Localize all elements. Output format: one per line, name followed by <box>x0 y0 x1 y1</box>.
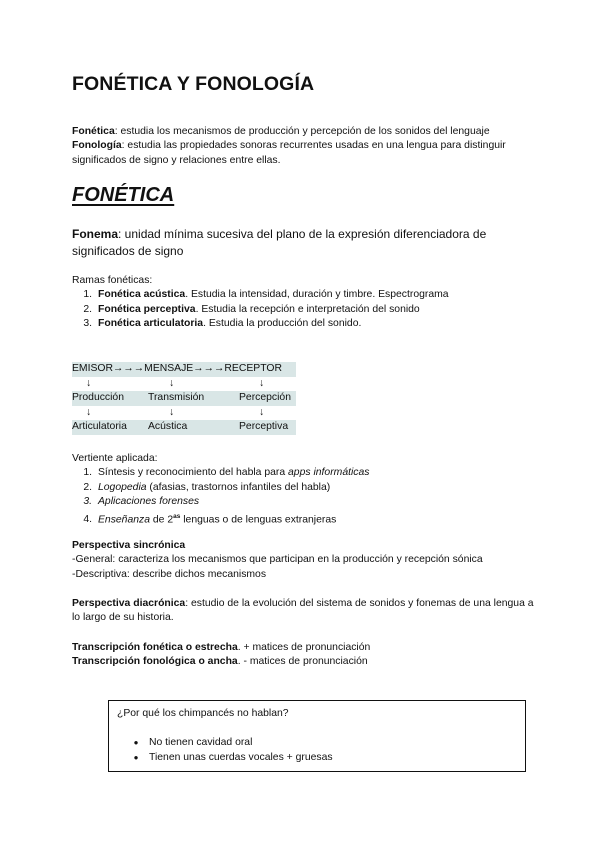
diagram-cell: Articulatoria <box>72 421 127 433</box>
diagram-row-chain <box>72 362 296 377</box>
list-emphasis: Aplicaciones forenses <box>98 496 200 508</box>
list-text: (afasias, trastornos infantiles del habla) <box>146 481 331 493</box>
list-item <box>72 303 542 317</box>
list-item <box>72 466 542 480</box>
ramas-block <box>72 274 542 332</box>
diacronica-term: Perspectiva diacrónica <box>72 598 186 609</box>
sincronica-block <box>72 539 552 582</box>
diagram-cell: Percepción <box>239 392 291 404</box>
diagram-cell: Acústica <box>148 421 188 433</box>
down-arrow-icon: ↓ <box>259 377 265 389</box>
bullet-icon: ● <box>133 738 139 747</box>
diagram-row-branches <box>72 420 296 435</box>
list-term: Fonética articulatoria <box>98 318 204 330</box>
list-item <box>72 288 542 302</box>
list-number: 1. <box>83 467 92 479</box>
fonetica-term: Fonética <box>72 126 115 137</box>
fonetica-def: : estudia los mecanismos de producción y percepción de los sonidos del lenguaje <box>114 126 490 137</box>
sincronica-general: -General: caracteriza los mecanismos que participan en la producción y recepción sónica <box>72 554 483 566</box>
list-emphasis: Logopedia <box>98 481 147 493</box>
page-title: FONÉTICA Y FONOLOGÍA <box>72 73 315 95</box>
diagram-row-arrows <box>72 377 296 392</box>
diagram-cell: Producción <box>72 392 124 404</box>
fonetica-definition <box>72 125 542 139</box>
down-arrow-icon: ↓ <box>86 406 92 418</box>
list-number: 3. <box>83 496 92 508</box>
list-text: . Estudia la producción del sonido. <box>203 318 362 330</box>
list-number: 2. <box>83 303 92 315</box>
list-item <box>72 481 542 495</box>
communication-diagram <box>72 362 296 435</box>
fonema-term: Fonema <box>72 227 119 241</box>
down-arrow-icon: ↓ <box>169 406 175 418</box>
list-item <box>72 495 542 509</box>
list-term: Fonética acústica <box>98 289 186 301</box>
section-heading-fonetica: FONÉTICA <box>72 184 175 206</box>
list-number: 2. <box>83 481 92 493</box>
diagram-row-processes <box>72 391 296 406</box>
transcripcion-text: . - matices de pronunciación <box>237 656 368 668</box>
list-number: 3. <box>83 318 92 330</box>
sincronica-heading: Perspectiva sincrónica <box>72 540 186 551</box>
list-item <box>72 317 542 331</box>
down-arrow-icon: ↓ <box>86 377 92 389</box>
list-text: . Estudia la intensidad, duración y timbre. Espectrograma <box>185 289 449 301</box>
list-item <box>123 751 333 765</box>
vertiente-block <box>72 452 542 528</box>
list-text: de 2 <box>150 514 174 526</box>
ramas-list <box>72 288 542 331</box>
sincronica-descriptiva: -Descriptiva: describe dichos mecanismos <box>72 568 267 580</box>
ramas-label: Ramas fonéticas: <box>72 275 153 286</box>
list-text: Síntesis y reconocimiento del habla para <box>98 467 289 479</box>
list-item <box>72 510 542 528</box>
transcripcion-block <box>72 641 542 670</box>
superscript: as <box>173 512 181 520</box>
down-arrow-icon: ↓ <box>169 377 175 389</box>
diagram-row-arrows <box>72 406 296 421</box>
fonologia-definition <box>72 139 542 168</box>
list-term: Fonética perceptiva <box>98 303 196 315</box>
fonologia-term: Fonología <box>72 140 122 152</box>
intro-block <box>72 125 542 168</box>
fonema-def: : unidad mínima sucesiva del plano de la expresión diferenciadora de significados de signo <box>72 227 487 258</box>
fonema-definition <box>72 226 512 260</box>
list-number: 1. <box>83 289 92 301</box>
down-arrow-icon: ↓ <box>259 406 265 418</box>
transcripcion-fonologica <box>72 655 542 669</box>
diacronica-block <box>72 597 534 626</box>
diacronica-def: : estudio de la evolución del sistema de sonidos y fonemas de una lengua a lo largo de su historia. <box>72 598 534 624</box>
diagram-chain: EMISOR→→→MENSAJE→→→RECEPTOR <box>72 363 282 374</box>
question-box <box>108 700 526 772</box>
list-number: 4. <box>83 514 92 526</box>
transcripcion-term: Transcripción fonética o estrecha <box>72 642 238 653</box>
box-item: No tienen cavidad oral <box>149 737 253 748</box>
list-emphasis: Enseñanza <box>98 514 150 526</box>
transcripcion-fonetica <box>72 641 542 655</box>
list-item <box>123 736 252 750</box>
transcripcion-term: Transcripción fonológica o ancha <box>72 656 238 668</box>
list-emphasis: apps informáticas <box>288 467 370 479</box>
list-text: lenguas o de lenguas extranjeras <box>180 514 337 526</box>
diagram-cell: Transmisión <box>148 392 205 404</box>
fonologia-def: : estudia las propiedades sonoras recurrentes usadas en una lengua para distinguir significados de signo y relaciones entre ellas. <box>72 140 506 166</box>
vertiente-label: Vertiente aplicada: <box>72 453 158 464</box>
bullet-icon: ● <box>133 753 139 762</box>
transcripcion-text: . + matices de pronunciación <box>237 642 371 653</box>
vertiente-list <box>72 466 542 527</box>
diagram-cell: Perceptiva <box>239 421 289 433</box>
list-text: . Estudia la recepción e interpretación del sonido <box>195 303 420 315</box>
box-item: Tienen unas cuerdas vocales + gruesas <box>149 752 333 763</box>
box-question: ¿Por qué los chimpancés no hablan? <box>117 708 289 719</box>
